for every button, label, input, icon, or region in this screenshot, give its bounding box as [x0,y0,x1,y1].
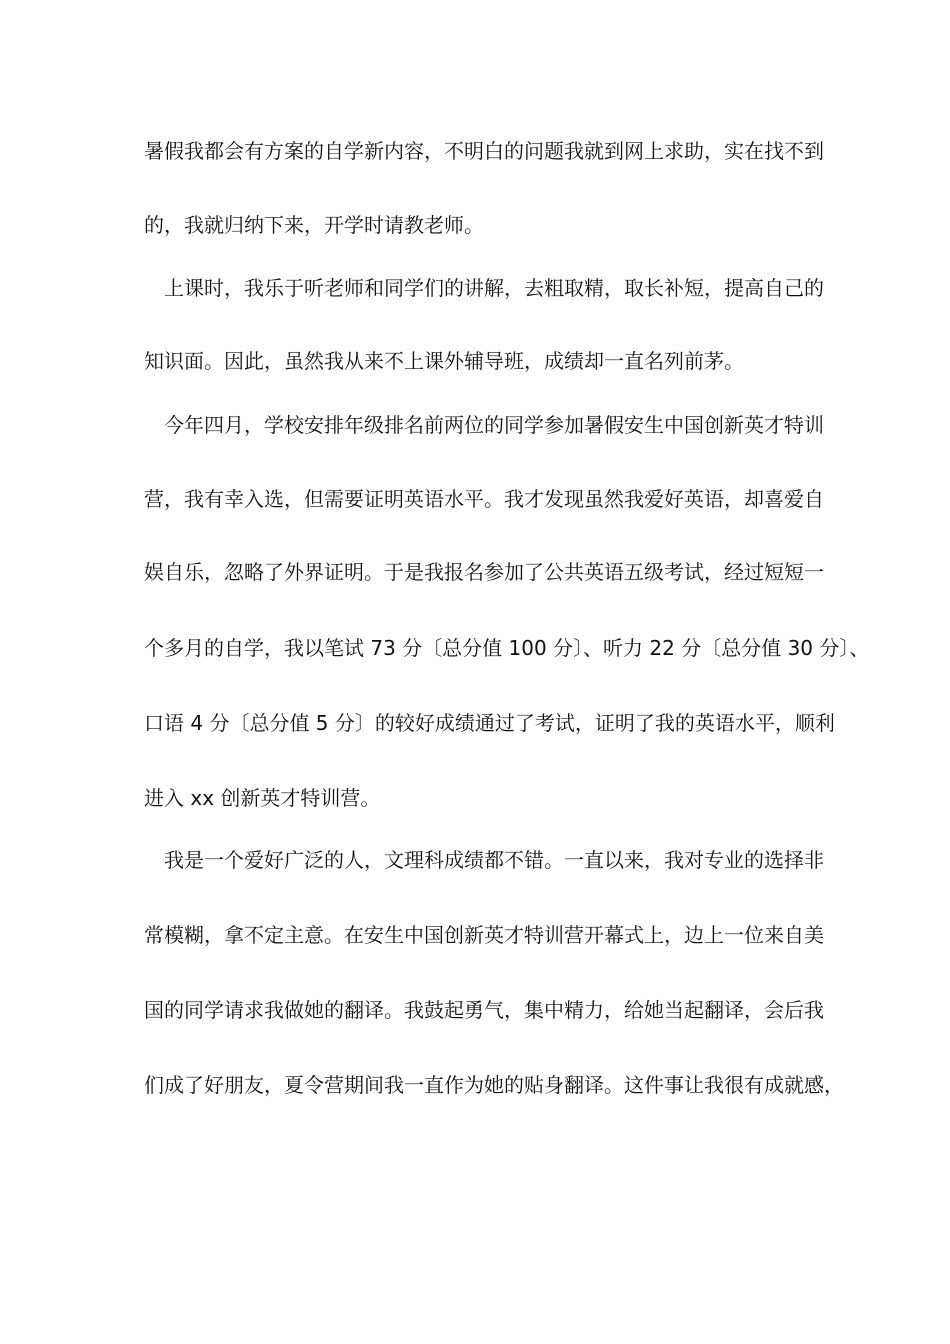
paragraph-start-line: 上课时，我乐于听老师和同学们的讲解，去粗取精，取长补短，提高自己的 [164,276,824,300]
text-line: 口语 4 分〔总分值 5 分〕的较好成绩通过了考试，证明了我的英语水平，顺利 [144,711,835,735]
text-line: 娱自乐，忽略了外界证明。于是我报名参加了公共英语五级考试，经过短短一 [144,560,824,584]
text-line: 个多月的自学，我以笔试 73 分〔总分值 100 分〕、听力 22 分〔总分值 30 分〕、 [144,636,870,660]
text-line: 知识面。因此，虽然我从来不上课外辅导班，成绩却一直名列前茅。 [144,349,744,373]
text-line: 们成了好朋友，夏令营期间我一直作为她的贴身翻译。这件事让我很有成就感， [144,1073,844,1097]
text-line: 暑假我都会有方案的自学新内容，不明白的问题我就到网上求助，实在找不到 [144,139,824,163]
paragraph-start-line: 我是一个爱好广泛的人，文理科成绩都不错。一直以来，我对专业的选择非 [164,848,824,872]
text-line: 常模糊，拿不定主意。在安生中国创新英才特训营开幕式上，边上一位来自美 [144,923,824,947]
paragraph-start-line: 今年四月，学校安排年级排名前两位的同学参加暑假安生中国创新英才特训 [164,413,824,437]
text-line: 进入 xx 创新英才特训营。 [144,786,381,810]
text-line: 的，我就归纳下来，开学时请教老师。 [144,213,484,237]
text-line: 营，我有幸入选，但需要证明英语水平。我才发现虽然我爱好英语，却喜爱自 [144,487,824,511]
text-line: 国的同学请求我做她的翻译。我鼓起勇气，集中精力，给她当起翻译，会后我 [144,998,824,1022]
